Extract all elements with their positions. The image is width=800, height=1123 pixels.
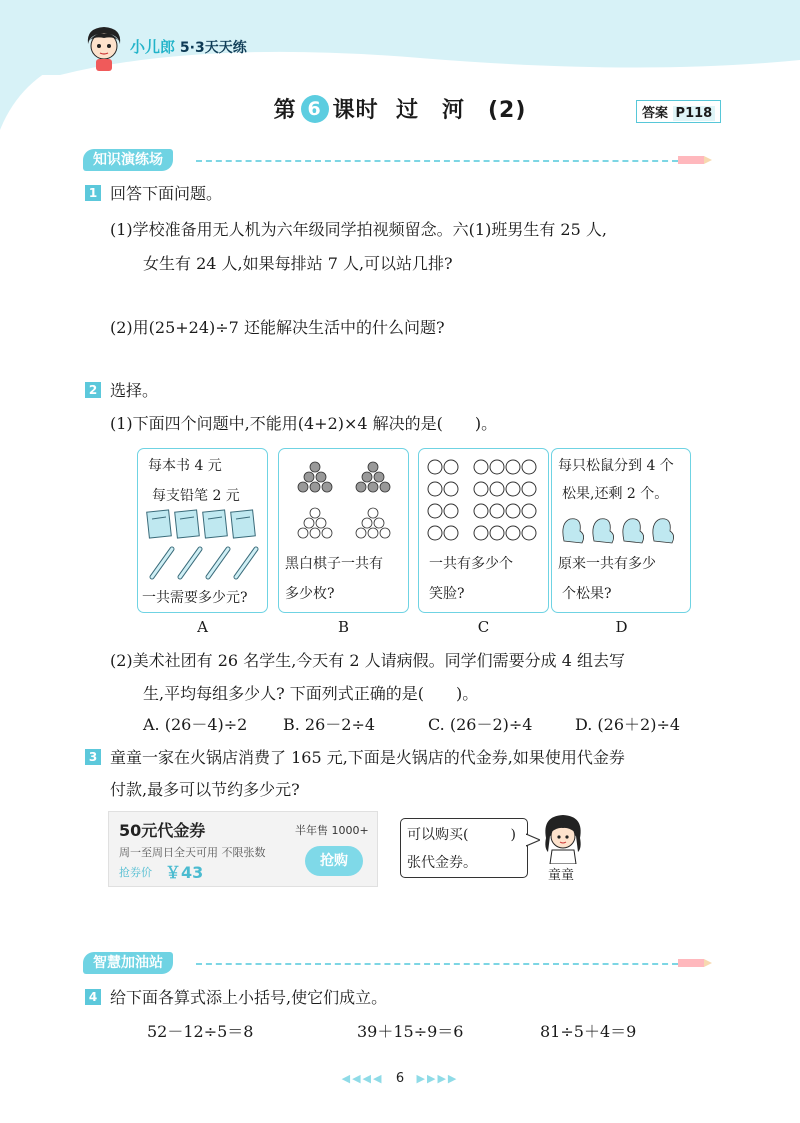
section-divider [196,963,678,965]
books-pencils-icon [146,509,261,584]
speech-line1: 可以购买( ) [407,827,516,843]
q3-line1: 童童一家在火锅店消费了 165 元,下面是火锅店的代金券,如果使用代金券 [110,748,625,767]
coupon-title: 50元代金券 [119,821,206,840]
q1-part1-line1: (1)学校准备用无人机为六年级同学拍视频留念。六(1)班男生有 25 人, [110,220,607,239]
page-footer [0,1071,800,1086]
box-a-line2: 每支铅笔 2 元 [152,488,240,504]
box-a-line1: 每本书 4 元 [148,458,222,474]
q2-prompt: 选择。 [110,381,159,400]
pencil-icon [678,153,712,167]
question-number: 3 [85,749,101,765]
question-number: 1 [85,185,101,201]
lesson-suffix: 课时 [332,98,379,123]
box-label-b: B [337,618,350,636]
box-label-a: A [197,618,208,636]
chess-pieces-icon [293,459,397,545]
box-c-line1: 一共有多少个 [429,556,513,572]
coupon-sold: 半年售 1000+ [295,824,369,837]
box-label-d: D [615,618,628,636]
lesson-number: 6 [301,95,329,123]
choice-c[interactable]: C. (26－2)÷4 [428,715,533,734]
option-box-c[interactable] [418,448,549,613]
section-practice: 知识演练场 [83,149,173,171]
question-number: 2 [85,382,101,398]
girl-character-icon [538,812,588,864]
smiley-faces-icon [425,457,545,545]
squirrels-icon [560,511,684,547]
equation-2: 39＋15÷9＝6 [357,1022,464,1041]
page-number: 6 [395,1071,405,1086]
brand-name: 小儿郎 [130,38,176,56]
coupon-buy-button[interactable]: 抢购 [305,846,363,876]
equation-3: 81÷5＋4＝9 [540,1022,637,1041]
coupon-price: ￥43 [165,863,204,882]
q4-prompt: 给下面各算式添上小括号,使它们成立。 [110,988,388,1007]
pencil-icon [678,956,712,970]
box-d-line1: 每只松鼠分到 4 个 [558,458,674,474]
answer-reference [636,100,721,123]
q2-part1: (1)下面四个问题中,不能用(4+2)×4 解决的是( )。 [110,414,498,433]
box-d-line4: 个松果? [562,586,612,602]
speech-bubble [400,818,528,878]
mascot-boy-icon [82,24,126,72]
box-b-line2: 多少枚? [285,586,335,602]
choice-a[interactable]: A. (26－4)÷2 [143,715,248,734]
option-box-a[interactable] [137,448,268,613]
box-b-line1: 黑白棋子一共有 [285,556,383,572]
box-c-line2: 笑脸? [429,586,465,602]
q3-line2: 付款,最多可以节约多少元? [110,780,300,799]
character-name: 童童 [548,868,575,883]
coupon-desc: 周一至周日全天可用 不限张数 [119,846,266,859]
q2-part2-line1: (2)美术社团有 26 名学生,今天有 2 人请病假。同学们需要分成 4 组去写 [110,651,625,670]
footer-left-arrows: ◀◀◀◀ [341,1072,384,1085]
box-label-c: C [477,618,490,636]
equation-1: 52－12÷5＝8 [147,1022,254,1041]
footer-right-arrows: ▶▶▶▶ [416,1072,459,1085]
box-a-line3: 一共需要多少元? [142,590,248,606]
answer-page: P118 [673,106,716,121]
q2-part2-line2: 生,平均每组多少人? 下面列式正确的是( )。 [143,684,479,703]
box-d-line2: 松果,还剩 2 个。 [562,486,669,502]
speech-line2: 张代金券。 [407,855,477,871]
choice-b[interactable]: B. 26－2÷4 [283,715,376,734]
coupon-price-label: 抢券价 [119,866,152,879]
choice-d[interactable]: D. (26＋2)÷4 [575,715,681,734]
brand-series: 5·3天天练 [179,40,247,56]
coupon-card [108,811,378,887]
q1-part2: (2)用(25+24)÷7 还能解决生活中的什么问题? [110,318,445,337]
option-box-b[interactable] [278,448,409,613]
box-d-line3: 原来一共有多少 [558,556,656,572]
option-box-d[interactable] [551,448,691,613]
section-divider [196,160,678,162]
brand [130,36,247,57]
answer-label: 答案 [642,106,669,121]
section-challenge: 智慧加油站 [83,952,173,974]
question-number: 4 [85,989,101,1005]
lesson-title: 过 河 (2) [395,98,527,123]
q1-prompt: 回答下面问题。 [110,184,223,203]
q1-part1-line2: 女生有 24 人,如果每排站 7 人,可以站几排? [143,254,453,273]
lesson-prefix: 第 [273,98,297,123]
